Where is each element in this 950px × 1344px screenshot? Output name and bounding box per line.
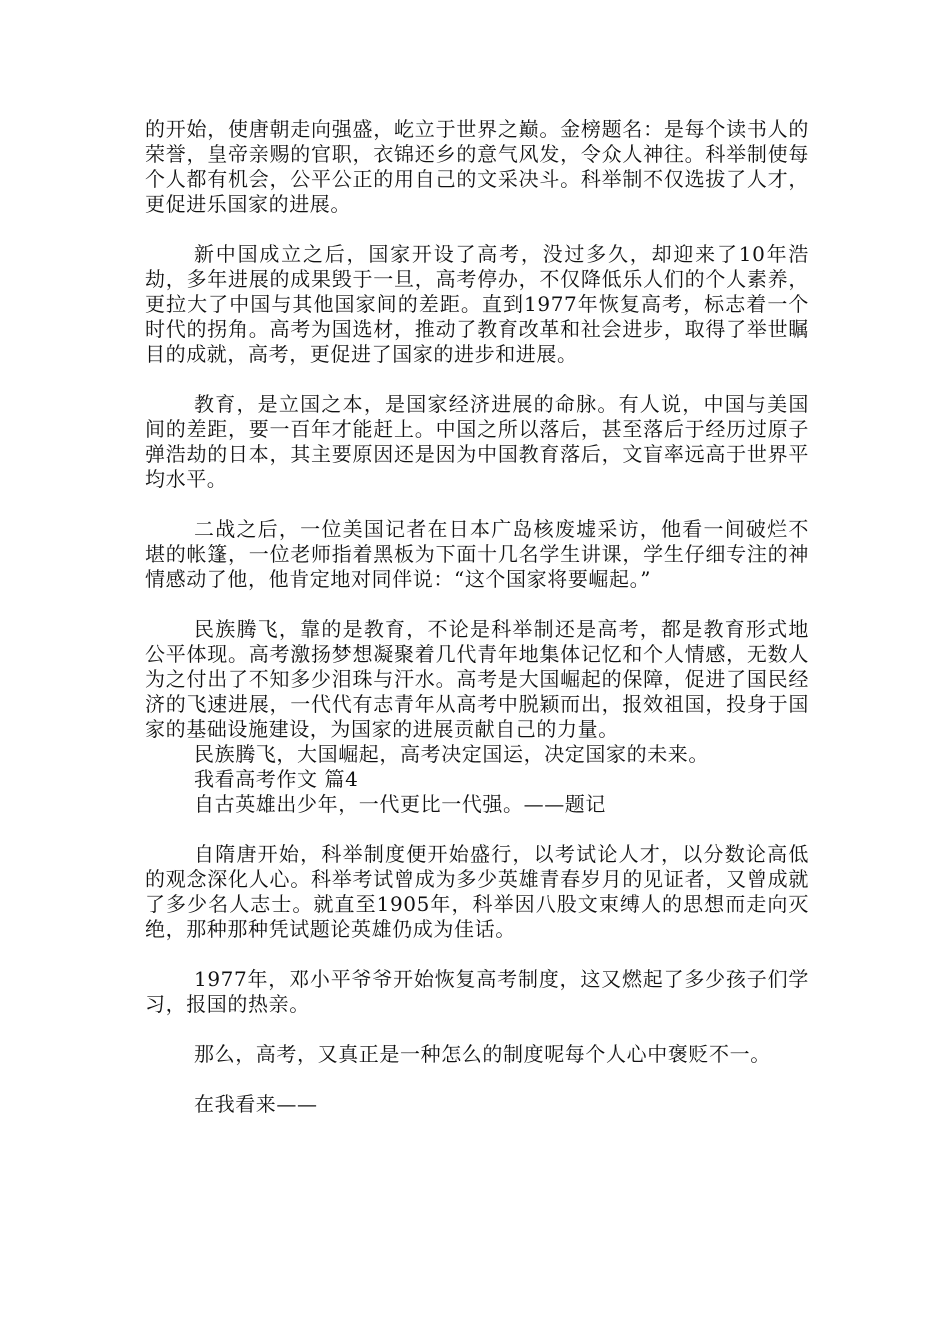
paragraph-6: 自隋唐开始，科举制度便开始盛行，以考试论人才，以分数论高低的观念深化人心。科举考试曾成为多少英雄青春岁月的见证者，又曾成就了多少名人志士。就直至1905年，科举因八股文束缚人的思想而走向灭绝，那种那种凭试题论英雄仍成为佳话。: [145, 842, 809, 941]
closing-line: 民族腾飞，大国崛起，高考决定国运，决定国家的未来。: [194, 742, 709, 766]
paragraph-1: 的开始，使唐朝走向强盛，屹立于世界之巅。金榜题名：是每个读书人的荣誉，皇帝亲赐的官职，衣锦还乡的意气风发，令众人神往。科举制使每个人都有机会，公平公正的用自己的文采决斗。科举制不仅选拔了人才，更促进乐国家的进展。: [145, 117, 809, 216]
document-body: [145, 117, 809, 1117]
paragraph-9: 在我看来——: [194, 1092, 318, 1116]
paragraph-5: 民族腾飞，靠的是教育，不论是科举制还是高考，都是教育形式地公平体现。高考激扬梦想凝聚着几代青年地集体记忆和个人情感，无数人为之付出了不知多少泪珠与汗水。高考是大国崛起的保障，促进了国民经济的飞速进展，一代代有志青年从高考中脱颖而出，报效祖国，投身于国家的基础设施建设，为国家的进展贡献自己的力量。: [145, 617, 809, 741]
paragraph-3: 教育，是立国之本，是国家经济进展的命脉。有人说，中国与美国间的差距，要一百年才能赶上。中国之所以落后，甚至落后于经历过原子弹浩劫的日本，其主要原因还是因为中国教育落后，文盲率远高于世界平均水平。: [145, 392, 809, 491]
section-heading: 我看高考作文 篇4: [194, 767, 359, 791]
epigraph: 自古英雄出少年，一代更比一代强。——题记: [194, 792, 606, 816]
paragraph-7: 1977年，邓小平爷爷开始恢复高考制度，这又燃起了多少孩子们学习，报国的热亲。: [145, 967, 809, 1016]
paragraph-4: 二战之后，一位美国记者在日本广岛核废墟采访，他看一间破烂不堪的帐篷，一位老师指着黑板为下面十几名学生讲课，学生仔细专注的神情感动了他，他肯定地对同伴说：“这个国家将要崛起。”: [145, 517, 809, 591]
paragraph-8: 那么，高考，又真正是一种怎么的制度呢每个人心中褒贬不一。: [194, 1042, 771, 1066]
paragraph-2: 新中国成立之后，国家开设了高考，没过多久，却迎来了10年浩劫，多年进展的成果毁于一旦，高考停办，不仅降低乐人们的个人素养，更拉大了中国与其他国家间的差距。直到1977年恢复高考，标志着一个时代的拐角。高考为国选材，推动了教育改革和社会进步，取得了举世瞩目的成就，高考，更促进了国家的进步和进展。: [145, 242, 809, 366]
